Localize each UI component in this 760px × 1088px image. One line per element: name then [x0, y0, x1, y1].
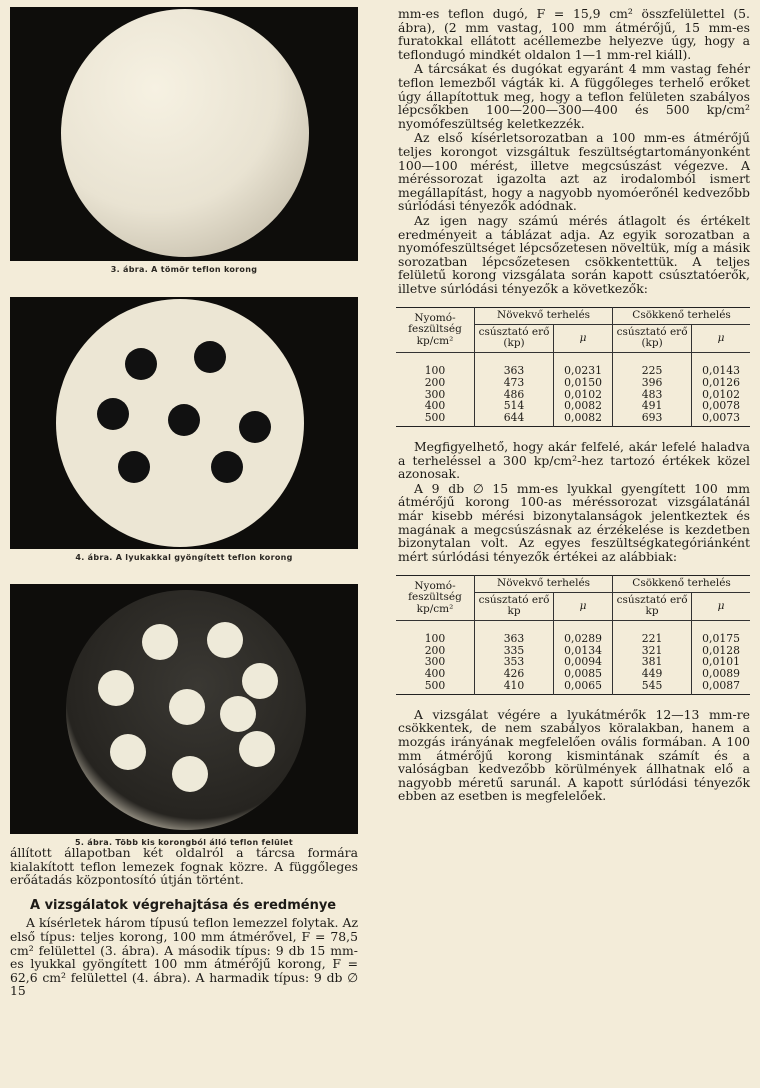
- header-force: csúsztató erő (kp): [613, 324, 692, 352]
- header-stress: Nyomó- feszültség kp/cm²: [396, 308, 475, 353]
- table-cell: 335: [503, 643, 525, 657]
- header-force: csúsztató erő (kp): [475, 324, 554, 352]
- table-cell: 449: [641, 667, 663, 681]
- table-cell: 0,0150: [564, 375, 602, 389]
- stress-column: [396, 352, 475, 426]
- right-column: [398, 7, 750, 803]
- solid-disc-image: [10, 7, 358, 261]
- table-cell: 0,0065: [564, 678, 602, 692]
- table-cell: 0,0101: [702, 655, 740, 669]
- figure-3: [10, 7, 358, 274]
- holed-disc-image: [10, 297, 358, 549]
- table-cell: 363: [503, 631, 525, 645]
- figure-5: [10, 584, 358, 847]
- dec-mu-column: [692, 620, 750, 694]
- table-cell: 500: [424, 411, 446, 425]
- results-table-holed-disc: [396, 575, 750, 694]
- header-increasing: Növekvő terhelés: [475, 308, 613, 325]
- table-cell: 0,0128: [702, 643, 740, 657]
- header-force: csúsztató erő kp: [613, 592, 692, 620]
- table-cell: 396: [641, 375, 663, 389]
- table-cell: 0,0087: [702, 678, 740, 692]
- table-cell: 0,0082: [564, 411, 602, 425]
- table-cell: 0,0102: [702, 387, 740, 401]
- dec-mu-column: [692, 352, 750, 426]
- dec-force-column: [613, 352, 692, 426]
- table-cell: 644: [503, 411, 525, 425]
- paragraph: A 9 db ∅ 15 mm-es lyukkal gyengített 100 mm átmérőjű korong 100-as méréssorozat vizsgálatánál már kisebb mérési bizonytalanságok jelentkeztek és magának a megcsúszásnak az érzékelése is kezdetben bizonytalan volt. Az egyes feszültségkategóriánként mért súrlódási tényezők értékei az alábbiak:: [398, 480, 750, 564]
- paragraph: A vizsgálat végére a lyukátmérők 12—13 mm-re csökkentek, de nem szabályos köralakban, hanem a mozgás irányának megfelelően ovális formában. A 100 mm átmérőjű korong kismintának számít és a valóságban kedvezőbb körülmények állhatnak elő a nagyobb méretű sarunál. A kapott súrlódási tényezők ebben az esetben is megfelelőek.: [398, 706, 750, 804]
- table-cell: 483: [641, 387, 663, 401]
- table-cell: 100: [424, 631, 446, 645]
- table-cell: 0,0175: [702, 631, 740, 645]
- stress-column: [396, 620, 475, 694]
- results-table-full-disc: [396, 307, 750, 426]
- table-cell: 0,0126: [702, 375, 740, 389]
- table-cell: 225: [641, 363, 663, 377]
- table-cell: 0,0089: [702, 667, 740, 681]
- table-cell: 0,0073: [702, 411, 740, 425]
- inc-mu-column: [554, 352, 613, 426]
- dec-force-column: [613, 620, 692, 694]
- table-cell: 514: [503, 399, 525, 413]
- table-cell: 381: [641, 655, 663, 669]
- table-cell: 0,0289: [564, 631, 602, 645]
- header-stress: Nyomó- feszültség kp/cm²: [396, 576, 475, 621]
- table-cell: 353: [503, 655, 525, 669]
- header-mu: μ: [692, 324, 750, 352]
- header-decreasing: Csökkenő terhelés: [613, 308, 750, 325]
- table-cell: 321: [641, 643, 663, 657]
- left-column-text: [10, 846, 358, 998]
- table-cell: 0,0134: [564, 643, 602, 657]
- table-cell: 410: [503, 678, 525, 692]
- paragraph: Megfigyelhető, hogy akár felfelé, akár lefelé haladva a terheléssel a 300 kp/cm²-hez tartozó értékek közel azonosak.: [398, 438, 750, 482]
- table-cell: 0,0085: [564, 667, 602, 681]
- table-cell: 0,0082: [564, 399, 602, 413]
- table-cell: 491: [641, 399, 663, 413]
- table-cell: 426: [503, 667, 525, 681]
- paragraph: A kísérletek három típusú teflon lemezzel folytak. Az első típus: teljes korong, 100 mm átmérővel, F = 78,5 cm² felülettel (3. ábra). A második típus: 9 db 15 mm-es lyukkal gyöngített 100 mm átmérőjű korong, F = 62,6 cm² felülettel (4. ábra). A harmadik típus: 9 db ∅ 15: [10, 915, 358, 999]
- table-cell: 486: [503, 387, 525, 401]
- table-cell: 100: [424, 363, 446, 377]
- table-cell: 400: [424, 667, 446, 681]
- table-cell: 300: [424, 387, 446, 401]
- table-cell: 363: [503, 363, 525, 377]
- inc-force-column: [475, 352, 554, 426]
- table-cell: 200: [424, 643, 446, 657]
- paragraph: Az első kísérletsorozatban a 100 mm-es átmérőjű teljes korongot vizsgáltuk feszültségtartományonként 100—100 mérést, illetve megcsúszást végezve. A méréssorozat igazolta azt az irodalomból ismert megállapítást, hogy a nagyobb nyomóerőnél kedvezőbb súrlódási tényezők adódnak.: [398, 130, 750, 214]
- paragraph: A tárcsákat és dugókat egyaránt 4 mm vastag fehér teflon lemezből vágták ki. A függőleges terhelő erőket úgy állapítottuk meg, hogy a teflon felületen szabályos lépcsőkben 100—200—300—400 és 500 kp/cm² nyomófeszültség keletkezzék.: [398, 61, 750, 131]
- header-mu: μ: [554, 592, 613, 620]
- table-cell: 300: [424, 655, 446, 669]
- inc-mu-column: [554, 620, 613, 694]
- table-cell: 0,0143: [702, 363, 740, 377]
- figure-5-caption: 5. ábra. Több kis korongból álló teflon felület: [75, 838, 293, 847]
- table-cell: 473: [503, 375, 525, 389]
- paragraph: Az igen nagy számú mérés átlagolt és értékelt eredményeit a táblázat adja. Az egyik sorozatban a nyomófeszültséget lépcsőzetesen növeltük, míg a másik sorozatban lépcsőzetesen csökkentettük. A teljes felületű korong vizsgálata során kapott csúsztatóerők, illetve súrlódási tényezők a következők:: [398, 212, 750, 296]
- table-cell: 0,0078: [702, 399, 740, 413]
- table-cell: 545: [641, 678, 663, 692]
- table-cell: 200: [424, 375, 446, 389]
- table-cell: 0,0094: [564, 655, 602, 669]
- paragraph: mm-es teflon dugó, F = 15,9 cm² összfelülettel (5. ábra), (2 mm vastag, 100 mm átmérőjű, 15 mm-es furatokkal ellátott acéllemezbe helyezve úgy, hogy a teflondugó mindkét oldalon 1—1 mm-rel kiáll).: [398, 6, 750, 62]
- plug-disc-photo: [10, 584, 358, 834]
- plug-disc-image: [10, 584, 358, 834]
- header-increasing: Növekvő terhelés: [475, 576, 613, 593]
- header-mu: μ: [692, 592, 750, 620]
- inc-force-column: [475, 620, 554, 694]
- solid-disc-photo: [10, 7, 358, 261]
- table-cell: 500: [424, 678, 446, 692]
- section-heading: A vizsgálatok végrehajtása és eredménye: [30, 897, 337, 913]
- table-cell: 0,0231: [564, 363, 602, 377]
- holed-disc-photo: [10, 297, 358, 549]
- table-cell: 0,0102: [564, 387, 602, 401]
- header-mu: μ: [554, 324, 613, 352]
- figure-4-caption: 4. ábra. A lyukakkal gyöngített teflon korong: [75, 553, 293, 562]
- paragraph: állított állapotban két oldalról a tárcsa formára kialakított teflon lemezek fognak közre. A függőleges erőátadás központosító útján történt.: [10, 845, 358, 888]
- table-cell: 400: [424, 399, 446, 413]
- figure-3-caption: 3. ábra. A tömör teflon korong: [110, 265, 258, 274]
- header-force: csúsztató erő kp: [475, 592, 554, 620]
- table-cell: 693: [641, 411, 663, 425]
- figure-4: [10, 297, 358, 562]
- table-cell: 221: [641, 631, 663, 645]
- header-decreasing: Csökkenő terhelés: [613, 576, 750, 593]
